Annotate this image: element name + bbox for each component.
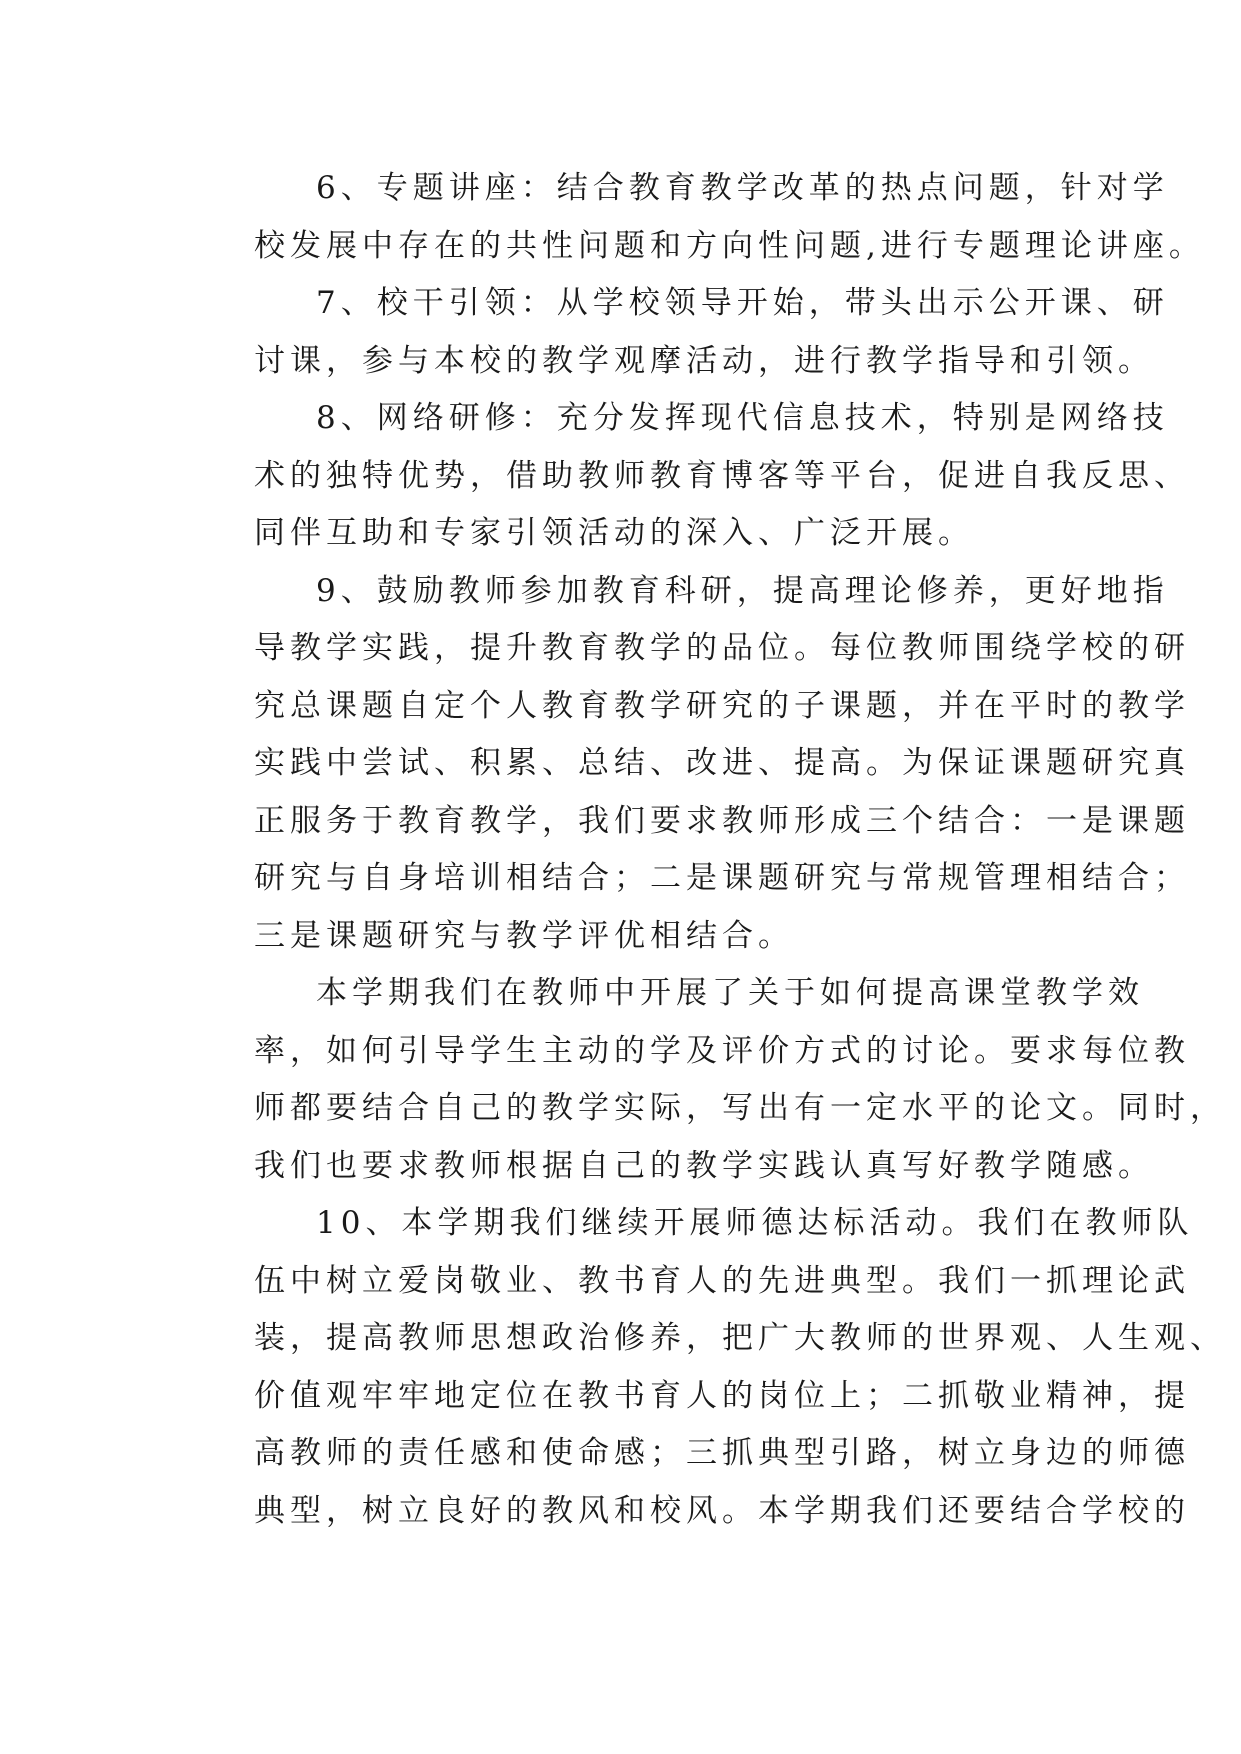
paragraph-item-6 bbox=[190, 160, 1205, 275]
text-line: 导教学实践，提升教育教学的品位。每位教师围绕学校的研 bbox=[254, 630, 1190, 666]
text-line: 9、鼓励教师参加教育科研，提高理论修养，更好地指 bbox=[316, 572, 1169, 609]
paragraph-item-7 bbox=[190, 275, 1169, 390]
paragraph-discussion bbox=[190, 965, 1226, 1195]
text-line: 术的独特优势，借助教师教育博客等平台，促进自我反思、 bbox=[254, 457, 1190, 494]
text-line: 6、专题讲座：结合教育教学改革的热点问题，针对学 bbox=[316, 170, 1169, 206]
text-line: 同伴互助和专家引领活动的深入、广泛开展。 bbox=[254, 515, 974, 551]
text-line: 伍中树立爱岗敬业、教书育人的先进典型。我们一抓理论武 bbox=[254, 1262, 1190, 1299]
text-line: 三是课题研究与教学评优相结合。 bbox=[254, 917, 794, 954]
text-line: 10、本学期我们继续开展师德达标活动。我们在教师队 bbox=[316, 1205, 1194, 1241]
text-line: 师都要结合自己的教学实际，写出有一定水平的论文。同时， bbox=[254, 1090, 1226, 1126]
text-line: 研究与自身培训相结合；二是课题研究与常规管理相结合； bbox=[254, 860, 1190, 896]
text-line: 正服务于教育教学，我们要求教师形成三个结合：一是课题 bbox=[254, 802, 1190, 839]
text-line: 价值观牢牢地定位在教书育人的岗位上；二抓敬业精神，提 bbox=[254, 1377, 1190, 1414]
paragraph-item-8 bbox=[190, 390, 1190, 563]
paragraph-item-9 bbox=[190, 563, 1190, 966]
text-line: 讨课，参与本校的教学观摩活动，进行教学指导和引领。 bbox=[254, 342, 1154, 379]
text-line: 实践中尝试、积累、总结、改进、提高。为保证课题研究真 bbox=[254, 745, 1190, 781]
text-line: 究总课题自定个人教育教学研究的子课题，并在平时的教学 bbox=[254, 687, 1190, 724]
text-line: 8、网络研修：充分发挥现代信息技术，特别是网络技 bbox=[316, 400, 1169, 436]
text-line: 典型，树立良好的教风和校风。本学期我们还要结合学校的 bbox=[254, 1492, 1190, 1529]
text-line: 我们也要求教师根据自己的教学实践认真写好教学随感。 bbox=[254, 1147, 1154, 1184]
text-line: 高教师的责任感和使命感；三抓典型引路，树立身边的师德 bbox=[254, 1435, 1190, 1471]
text-line: 本学期我们在教师中开展了关于如何提高课堂教学效 bbox=[316, 975, 1144, 1011]
text-line: 7、校干引领：从学校领导开始，带头出示公开课、研 bbox=[316, 285, 1169, 321]
text-line: 校发展中存在的共性问题和方向性问题,进行专题理论讲座。 bbox=[254, 227, 1205, 264]
document-body bbox=[190, 160, 1226, 1540]
text-line: 装，提高教师思想政治修养，把广大教师的世界观、人生观、 bbox=[254, 1320, 1226, 1356]
paragraph-item-10 bbox=[190, 1195, 1226, 1540]
text-line: 率，如何引导学生主动的学及评价方式的讨论。要求每位教 bbox=[254, 1032, 1190, 1069]
